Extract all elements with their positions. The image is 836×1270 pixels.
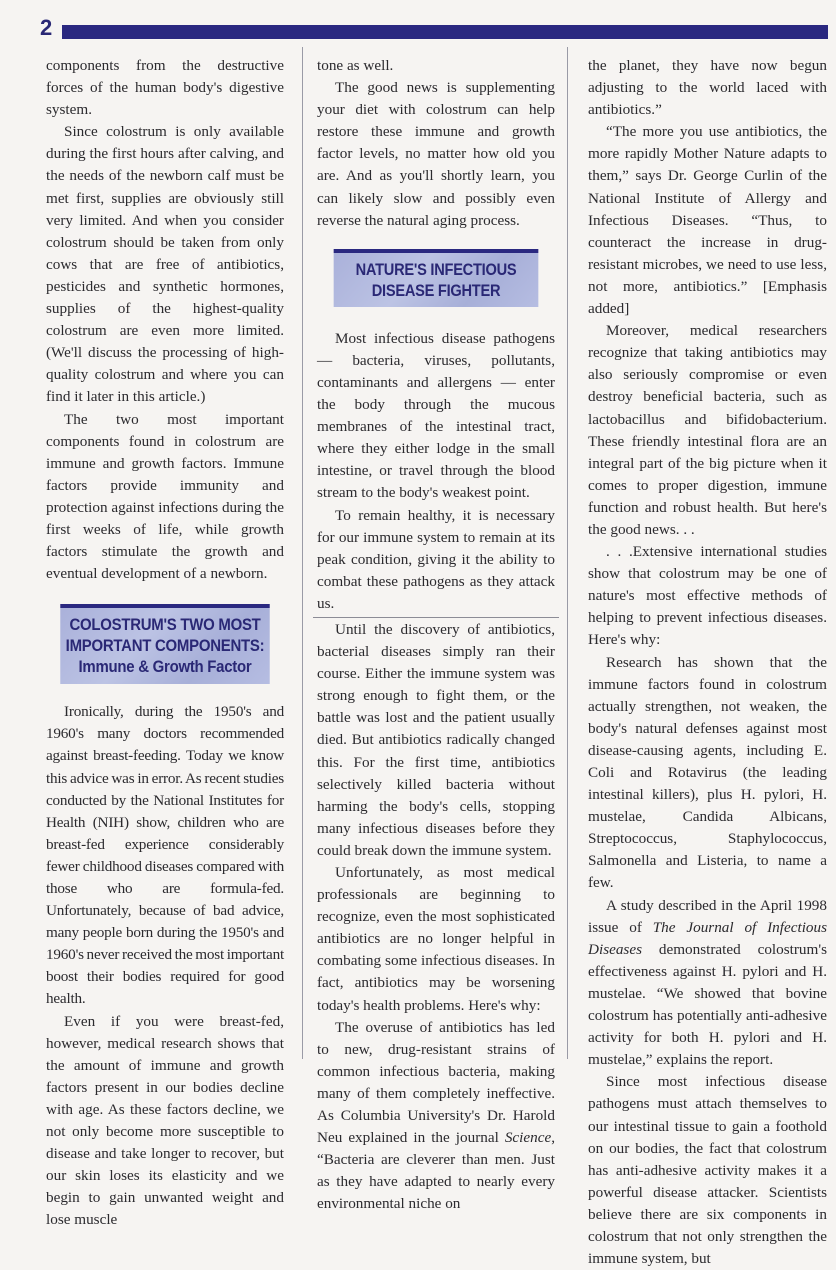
paragraph: Until the discovery of antibiotics, bacterial diseases simply ran their course. Either the immune system was strong enough to fight them, or the battle was lost and the patient usually died. But antibiotics radically changed this. For the first time, antibiotics selectively killed bacteria without harming the body's cells, stopping many infectious diseases before they could break down the immune system. (317, 620, 555, 859)
paragraph: Since most infectious disease pathogens must attach themselves to our intestinal tissue to gain a foothold on our bodies, the fact that colostrum has anti-adhesive activity makes it a powerful disease attacker. Scientists believe there are six components in colostrum that not only strengthen the immune system, but (588, 1073, 827, 1268)
paragraph (317, 1017, 555, 1216)
paragraph: The two most important components found in colostrum are immune and growth factors. Immune factors provide immunity and protection against infections during the first weeks of life, while growth factors stimulate the growth and eventual development of a newborn. (46, 410, 284, 583)
header-bar (62, 25, 828, 39)
journal-title: Science (504, 1129, 552, 1147)
paragraph: Unfortunately, as most medical professionals are beginning to recognize, even the most sophisticated antibiotics are no longer helpful in combating some infectious diseases. In fact, antibiotics may be worsening today's health problems. Here's why: (317, 864, 555, 1014)
article-column-2 (317, 55, 555, 1216)
column-divider (567, 47, 568, 1059)
paragraph: . . .Extensive international studies show that colostrum may be one of nature's most effective methods of helping to prevent infectious diseases. Here's why: (588, 543, 827, 649)
text-run: The overuse of antibiotics has led to new, drug-resistant strains of common infectious bacteria, making many of them completely ineffective. As Columbia University's Dr. Harold Neu explained in the journal (317, 1018, 555, 1147)
paragraph: the planet, they have now begun adjusting to the world laced with antibiotics.” (588, 57, 827, 119)
column-divider (302, 47, 303, 1059)
section-heading-subtitle: Immune & Growth Factor (78, 657, 252, 677)
section-heading-line: NATURE'S INFECTIOUS (355, 259, 517, 279)
paragraph: Most infectious disease pathogens — bacteria, viruses, pollutants, contaminants and allergens — enter the body through the mucous membranes of the intestinal tract, where they either lodge in the small intestine, or travel through the blood stream to the body's weakest point. (317, 329, 555, 502)
paragraph: Research has shown that the immune factors found in colostrum actually strengthen, not weaken, the body's natural defenses against most disease-causing agents, including E. Coli and Rotavirus (the leading intestinal killers), plus H. pylori, H. mustelae, Candida Albicans, Streptococcus, Staphylococcus, Salmonella and Listeria, to name a few. (588, 653, 827, 892)
paragraph: tone as well. (317, 57, 394, 74)
section-heading-line: IMPORTANT COMPONENTS: (65, 636, 265, 656)
paragraph: Since colostrum is only available during the first hours after calving, and the needs of the newborn calf must be met first, supplies are obviously still very limited. And when you consider colostrum should be taken from only cows that are free of antibiotics, pesticides and synthetic hormones, supplies of the highest-quality colostrum are even more limited. (We'll discuss the processing of high-quality colostrum and where you can find it later in this article.) (46, 123, 284, 406)
paragraph: Moreover, medical researchers recognize that taking antibiotics may also seriously compromise or even destroy beneficial bacteria, such as lactobacillus and bifidobacterium. These friendly intestinal flora are an integral part of the big picture when it comes to proper digestion, immune function and robust health. But here's the good news. . . (588, 322, 827, 538)
article-column-1 (46, 55, 284, 1232)
section-heading-line: COLOSTRUM'S TWO MOST (69, 615, 261, 635)
paragraph: To remain healthy, it is necessary for our immune system to remain at its peak condition, giving it the ability to combat these pathogens as they attack us. (317, 506, 555, 612)
paragraph: The good news is supplementing your diet with colostrum can help restore these immune and growth factor levels, no matter how old you are. And as you'll shortly learn, you can likely slow and possibly even reverse the natural aging process. (317, 79, 555, 229)
paragraph: Even if you were breast-fed, however, medical research shows that the amount of immune and growth factors present in our bodies decline with age. As these factors decline, we not only become more susceptible to disease and take longer to recover, but our skin loses its elasticity and we begin to gain unwanted weight and lose muscle (46, 1012, 284, 1229)
paragraph (588, 895, 827, 1072)
journal-title: The Journal of Infectious Diseases (588, 918, 828, 958)
article-column-3 (588, 55, 827, 1270)
paragraph: components from the destructive forces of the human body's digestive system. (46, 57, 284, 119)
text-run: A study described in the April 1998 issue of (588, 896, 827, 936)
paragraph: “The more you use antibiotics, the more rapidly Mother Nature adapts to them,” says Dr. George Curlin of the National Institute of Allergy and Infectious Diseases. “Thus, to counteract the increase in drug-resistant microbes, we need to use less, not more, antibiotics.” [Emphasis added] (588, 123, 827, 318)
section-heading (60, 604, 269, 684)
text-run: demonstrated colostrum's effectiveness against H. pylori and H. mustelae. “We showed that bovine colostrum has potentially anti-adhesive activity for both H. pylori and H. mustelae,” explains the report. (588, 940, 827, 1069)
paragraph: Ironically, during the 1950's and 1960's many doctors recommended against breast-feeding. Today we know this advice was in error. As recent studies conducted by the National Institutes for Health (NIH) show, children who are breast-fed experience considerably fewer childhood diseases compared with those who are formula-fed. Unfortunately, because of bad advice, many people born during the 1950's and 1960's never received the most important boost their bodies required for good health. (46, 703, 284, 1008)
text-run: , “Bacteria are cleverer than men. Just as they have adapted to nearly every environmental niche on (317, 1129, 555, 1213)
section-heading-line: DISEASE FIGHTER (371, 280, 501, 300)
page-number: 2 (40, 15, 53, 40)
fold-line (313, 617, 559, 618)
section-heading (334, 249, 539, 307)
